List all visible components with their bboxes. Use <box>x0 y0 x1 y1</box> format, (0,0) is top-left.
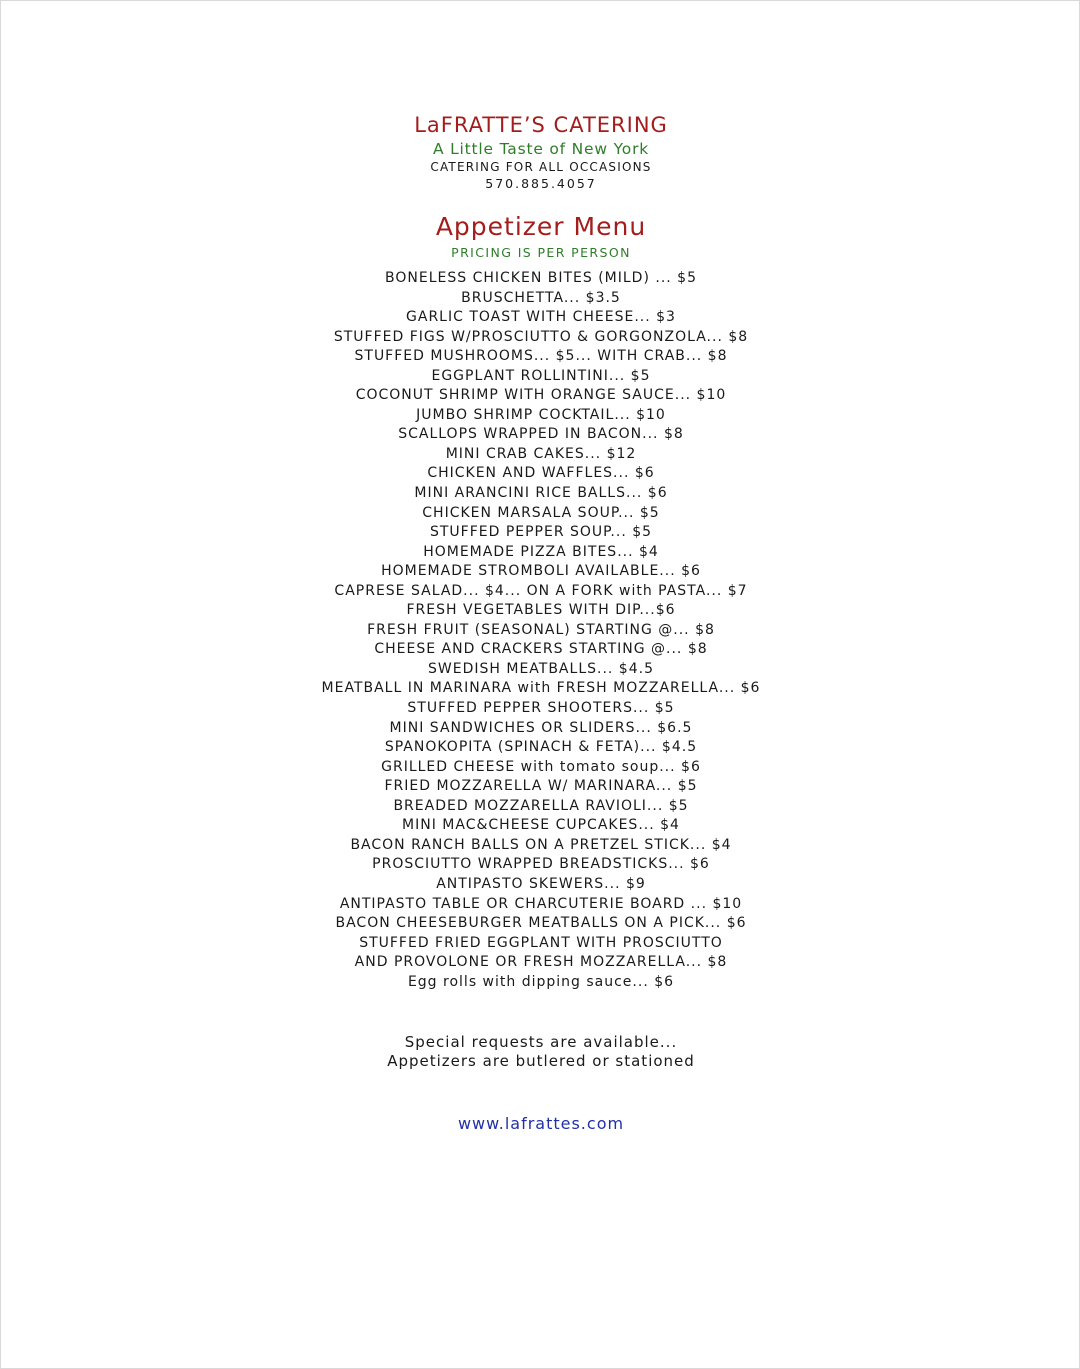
menu-item: STUFFED FIGS W/PROSCIUTTO & GORGONZOLA... $8 <box>333 328 749 345</box>
menu-item: STUFFED PEPPER SHOOTERS... $5 <box>407 700 675 717</box>
menu-item: BACON RANCH BALLS ON A PRETZEL STICK... $4 <box>350 836 732 853</box>
menu-item: BRUSCHETTA... $3.5 <box>461 289 621 306</box>
menu-item: FRESH FRUIT (SEASONAL) STARTING @... $8 <box>367 621 715 638</box>
menu-item: MINI SANDWICHES OR SLIDERS... $6.5 <box>389 719 693 736</box>
phone-number: 570.885.4057 <box>485 176 597 191</box>
menu-item: HOMEMADE STROMBOLI AVAILABLE... $6 <box>381 563 701 580</box>
menu-item: GARLIC TOAST WITH CHEESE... $3 <box>406 309 676 326</box>
menu-item: CHICKEN MARSALA SOUP... $5 <box>422 504 660 521</box>
website-link[interactable]: www.lafrattes.com <box>457 1114 625 1133</box>
menu-item: AND PROVOLONE OR FRESH MOZZARELLA... $8 <box>354 954 728 971</box>
brand-name: LaFRATTE’S CATERING <box>414 113 668 137</box>
special-requests-note: Special requests are available... <box>404 1033 678 1051</box>
menu-item: BONELESS CHICKEN BITES (MILD) ... $5 <box>385 270 697 286</box>
pricing-note: PRICING IS PER PERSON <box>451 245 631 260</box>
service-style-note: Appetizers are butlered or stationed <box>387 1052 695 1070</box>
menu-item: BREADED MOZZARELLA RAVIOLI... $5 <box>393 797 689 814</box>
menu-item: CAPRESE SALAD... $4... ON A FORK with PASTA... $7 <box>334 582 748 599</box>
menu-item: STUFFED FRIED EGGPLANT WITH PROSCIUTTO <box>359 934 723 951</box>
menu-item: MINI ARANCINI RICE BALLS... $6 <box>414 485 668 502</box>
menu-item: FRIED MOZZARELLA W/ MARINARA... $5 <box>384 778 698 795</box>
menu-item: MEATBALL IN MARINARA with FRESH MOZZARELLA... $6 <box>321 680 761 697</box>
menu-item: SPANOKOPITA (SPINACH & FETA)... $4.5 <box>384 739 698 756</box>
menu-item-list <box>1 269 1080 992</box>
menu-item: GRILLED CHEESE with tomato soup... $6 <box>381 758 701 775</box>
menu-item: STUFFED MUSHROOMS... $5... WITH CRAB... $8 <box>354 348 728 365</box>
menu-item: HOMEMADE PIZZA BITES... $4 <box>423 543 659 560</box>
menu-item: Egg rolls with dipping sauce... $6 <box>407 973 675 990</box>
menu-item: PROSCIUTTO WRAPPED BREADSTICKS... $6 <box>372 856 710 873</box>
menu-item: FRESH VEGETABLES WITH DIP...$6 <box>406 602 676 619</box>
menu-item: ANTIPASTO TABLE OR CHARCUTERIE BOARD ... $10 <box>339 895 743 912</box>
menu-item: BACON CHEESEBURGER MEATBALLS ON A PICK... $6 <box>335 915 747 932</box>
menu-item: EGGPLANT ROLLINTINI... $5 <box>431 367 651 384</box>
menu-item: SCALLOPS WRAPPED IN BACON... $8 <box>398 426 684 443</box>
menu-item: ANTIPASTO SKEWERS... $9 <box>436 875 646 892</box>
menu-item: SWEDISH MEATBALLS... $4.5 <box>428 660 654 677</box>
subtitle: CATERING FOR ALL OCCASIONS <box>430 160 652 174</box>
menu-item: JUMBO SHRIMP COCKTAIL... $10 <box>416 406 666 423</box>
menu-title: Appetizer Menu <box>435 212 647 241</box>
menu-item: MINI MAC&CHEESE CUPCAKES... $4 <box>402 817 680 834</box>
menu-item: STUFFED PEPPER SOUP... $5 <box>429 524 653 541</box>
menu-item: MINI CRAB CAKES... $12 <box>445 445 637 462</box>
tagline: A Little Taste of New York <box>432 140 650 158</box>
menu-item: CHEESE AND CRACKERS STARTING @... $8 <box>374 641 708 658</box>
menu-item: COCONUT SHRIMP WITH ORANGE SAUCE... $10 <box>355 387 727 404</box>
menu-item: CHICKEN AND WAFFLES... $6 <box>427 465 655 482</box>
